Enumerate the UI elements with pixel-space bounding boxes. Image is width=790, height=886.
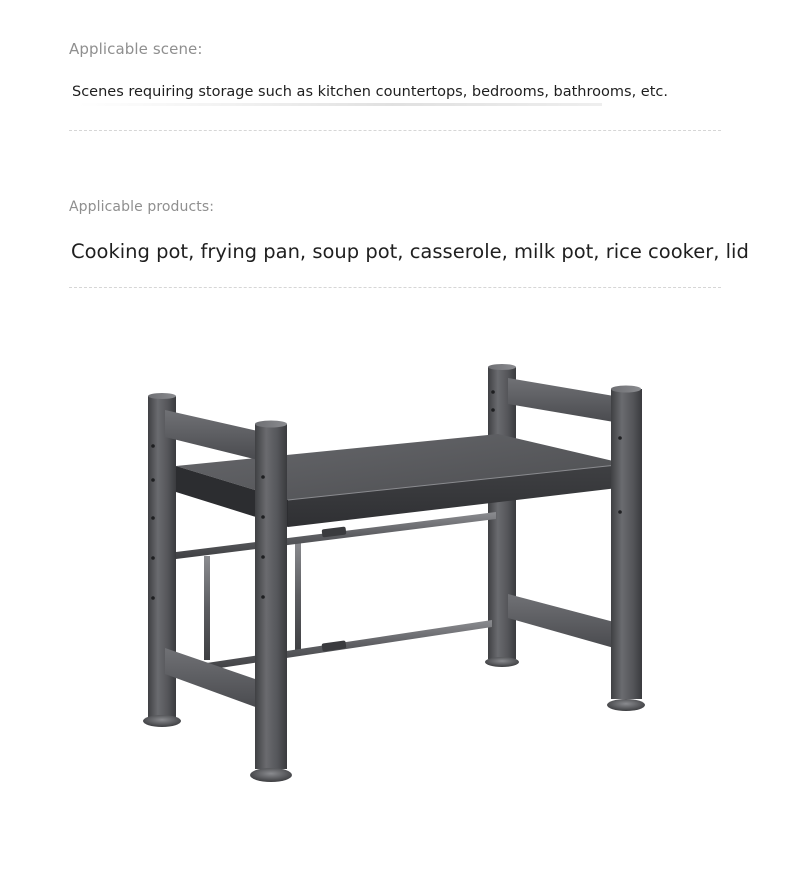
products-label: Applicable products:: [69, 199, 215, 215]
left-upper-beam: [165, 410, 258, 460]
right-upper-beam: [508, 378, 614, 422]
scene-value-text: Scenes requiring storage such as kitchen countertops, bedrooms, bathrooms, etc.: [72, 84, 668, 100]
scene-label: Applicable scene:: [69, 40, 203, 58]
vertical-rod-left: [204, 556, 210, 660]
scene-value: [68, 84, 672, 100]
products-divider: [69, 287, 721, 288]
rack-post-front-right: [607, 386, 645, 712]
lower-telescopic-rod: [200, 620, 492, 671]
vertical-rod-center: [295, 540, 301, 652]
rack-post-front-left: [250, 421, 292, 783]
scene-divider: [69, 130, 721, 131]
pot-rack-image: [0, 300, 790, 886]
products-value: Cooking pot, frying pan, soup pot, casserole, milk pot, rice cooker, lid: [71, 240, 749, 263]
right-lower-beam: [508, 594, 614, 648]
left-lower-beam: [165, 648, 258, 708]
ghost-text-artifact: [78, 103, 602, 106]
